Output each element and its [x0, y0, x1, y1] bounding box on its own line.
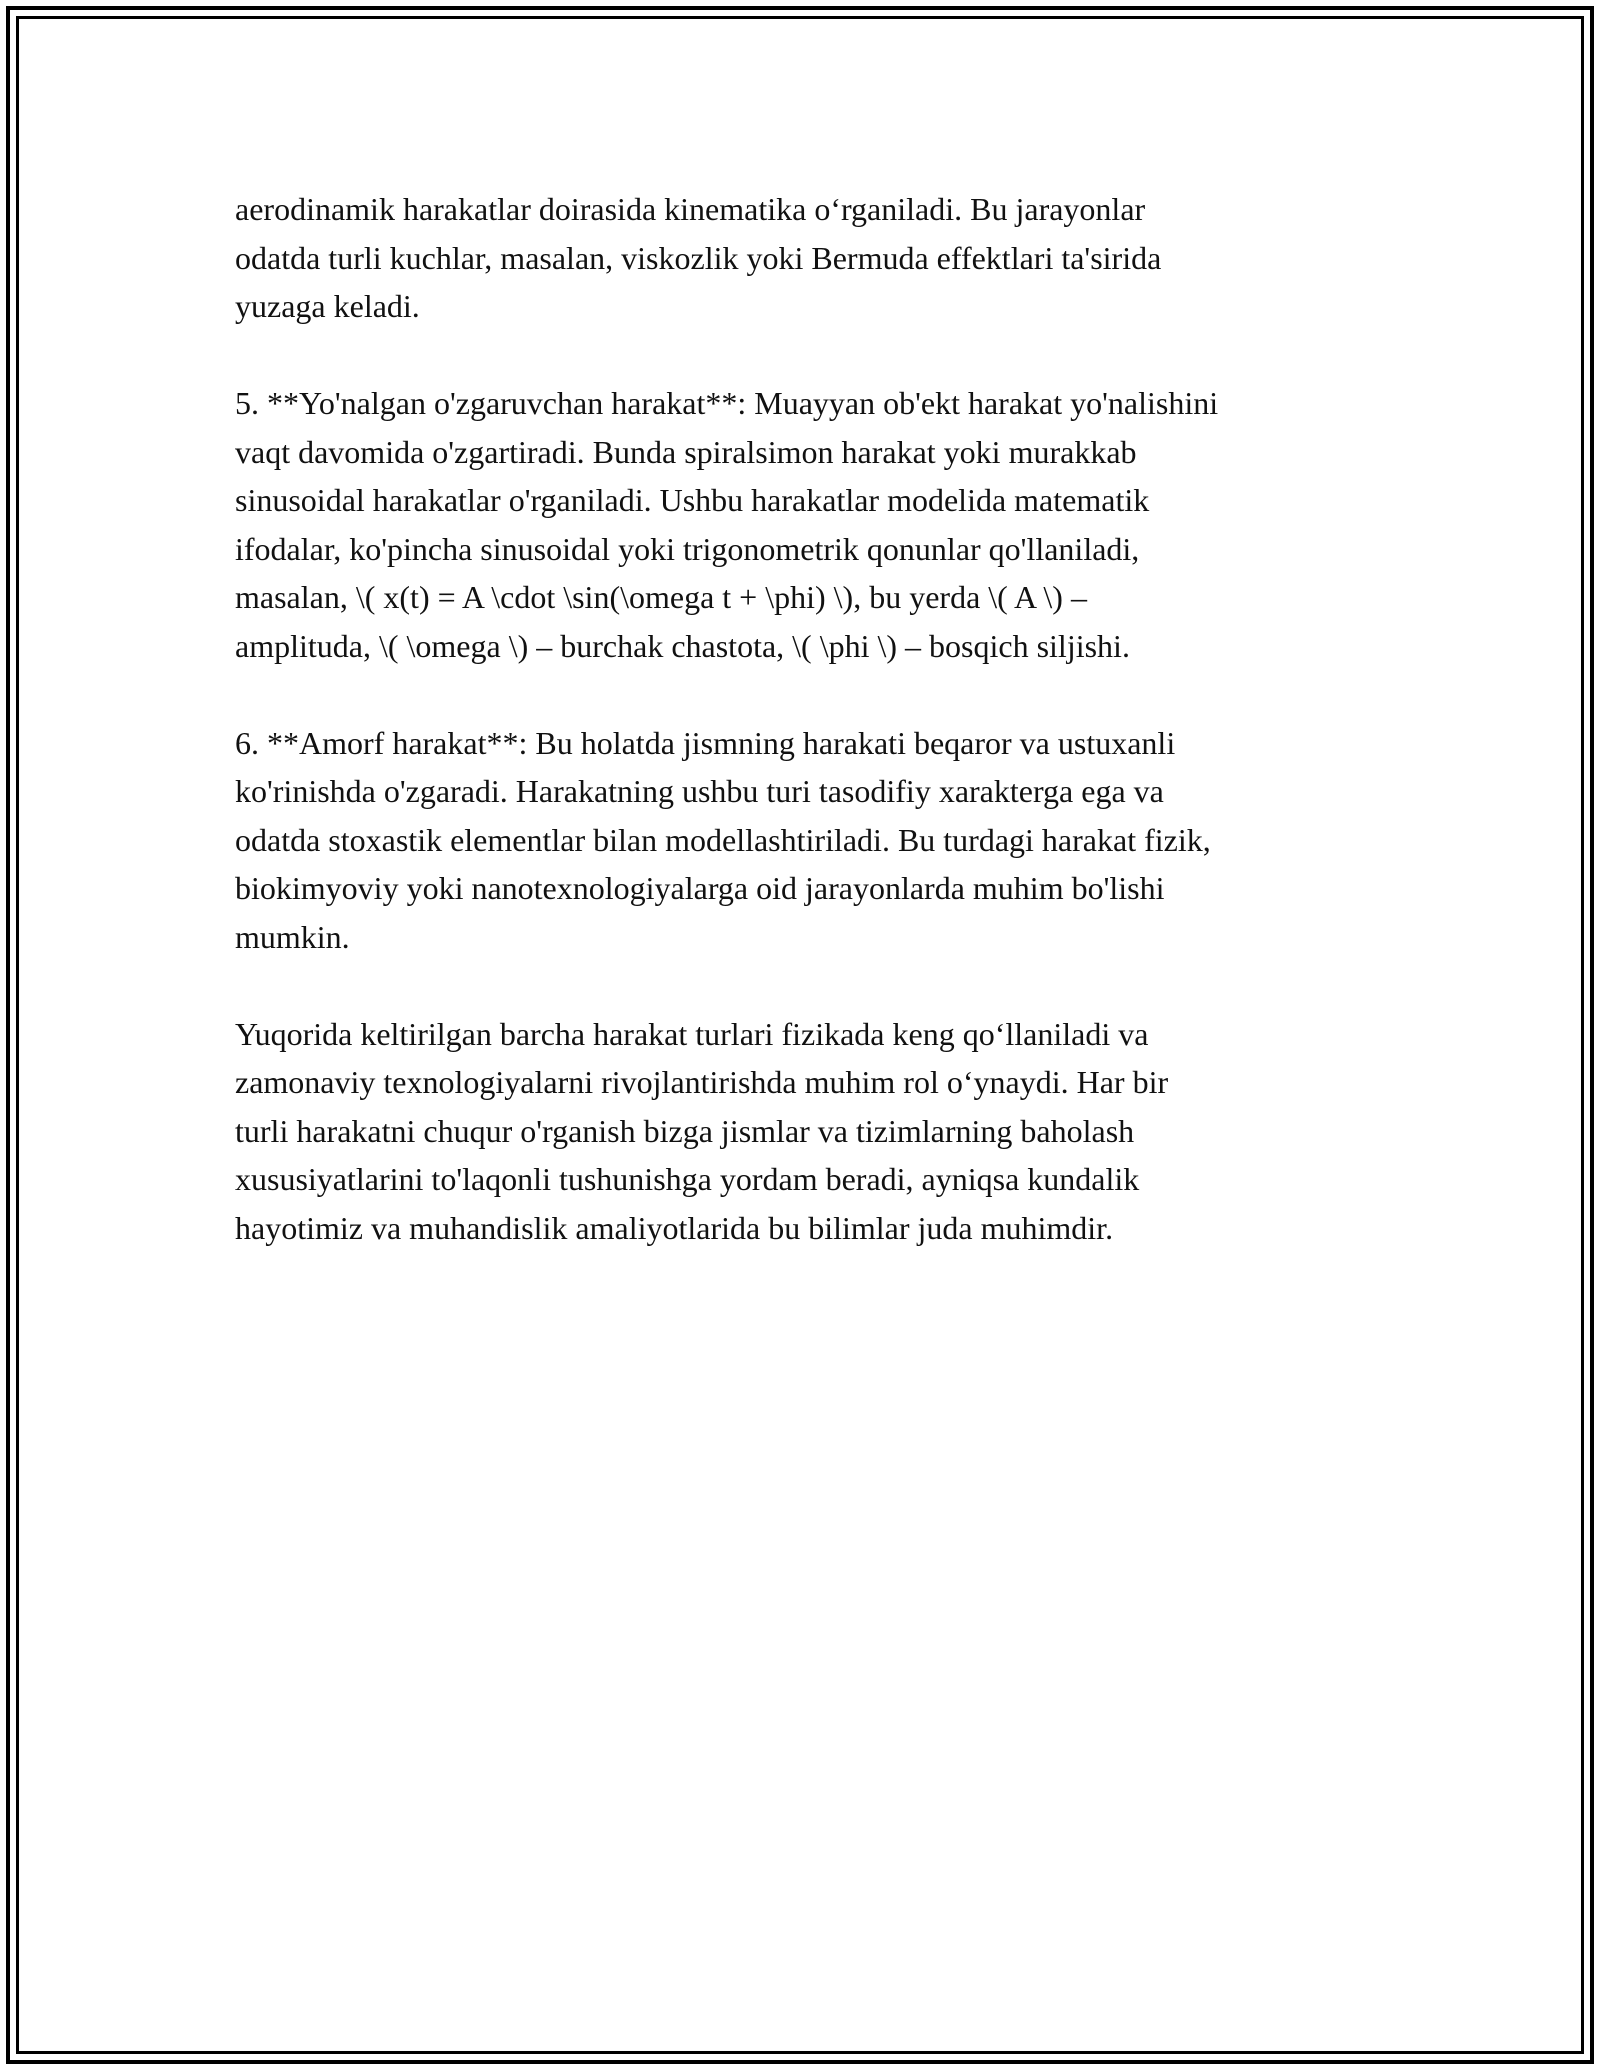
text-line: 6. **Amorf harakat**: Bu holatda jismning harakati beqaror va ustuxanli — [235, 724, 1176, 761]
text-line: yuzaga keladi. — [235, 288, 420, 324]
text-line: odatda turli kuchlar, masalan, viskozlik yoki Bermuda effektlari ta'sirida — [235, 239, 1162, 276]
text-line: amplituda, \( \omega \) – burchak chastota, \( \phi \) – bosqich siljishi. — [235, 627, 1130, 664]
text-line: aerodinamik harakatlar doirasida kinematika o‘rganiladi. Bu jarayonlar — [235, 191, 1146, 227]
text-line: vaqt davomida o'zgartiradi. Bunda spiralsimon harakat yoki murakkab — [235, 433, 1137, 470]
text-line: ko'rinishda o'zgaradi. Harakatning ushbu turi tasodifiy xarakterga ega va — [235, 773, 1164, 809]
document-body — [235, 185, 1385, 1301]
text-line: odatda stoxastik elementlar bilan modellashtiriladi. Bu turdagi harakat fizik, — [235, 821, 1211, 858]
paragraph-item-5 — [235, 379, 1385, 670]
text-line: Yuqorida keltirilgan barcha harakat turlari fizikada keng qo‘llaniladi va — [235, 1015, 1149, 1052]
text-line: zamonaviy texnologiyalarni rivojlantirishda muhim rol o‘ynaydi. Har bir — [235, 1064, 1169, 1100]
text-line: masalan, \( x(t) = A \cdot \sin(\omega t + \phi) \), bu yerda \( A \) – — [235, 579, 1087, 615]
paragraph-conclusion — [235, 1010, 1385, 1253]
text-line: xususiyatlarini to'laqonli tushunishga yordam beradi, ayniqsa kundalik — [235, 1161, 1140, 1197]
text-line: biokimyoviy yoki nanotexnologiyalarga oid jarayonlarda muhim bo'lishi — [235, 870, 1165, 906]
paragraph-aerodynamic-continuation — [235, 185, 1385, 331]
text-line: sinusoidal harakatlar o'rganiladi. Ushbu harakatlar modelida matematik — [235, 482, 1150, 518]
text-line: mumkin. — [235, 918, 350, 955]
text-line: hayotimiz va muhandislik amaliyotlarida bu bilimlar juda muhimdir. — [235, 1209, 1114, 1246]
text-line: ifodalar, ko'pincha sinusoidal yoki trigonometrik qonunlar qo'llaniladi, — [235, 530, 1140, 567]
paragraph-item-6 — [235, 719, 1385, 962]
text-line: turli harakatni chuqur o'rganish bizga jismlar va tizimlarning baholash — [235, 1112, 1135, 1149]
text-line: 5. **Yo'nalgan o'zgaruvchan harakat**: Muayyan ob'ekt harakat yo'nalishini — [235, 385, 1219, 421]
